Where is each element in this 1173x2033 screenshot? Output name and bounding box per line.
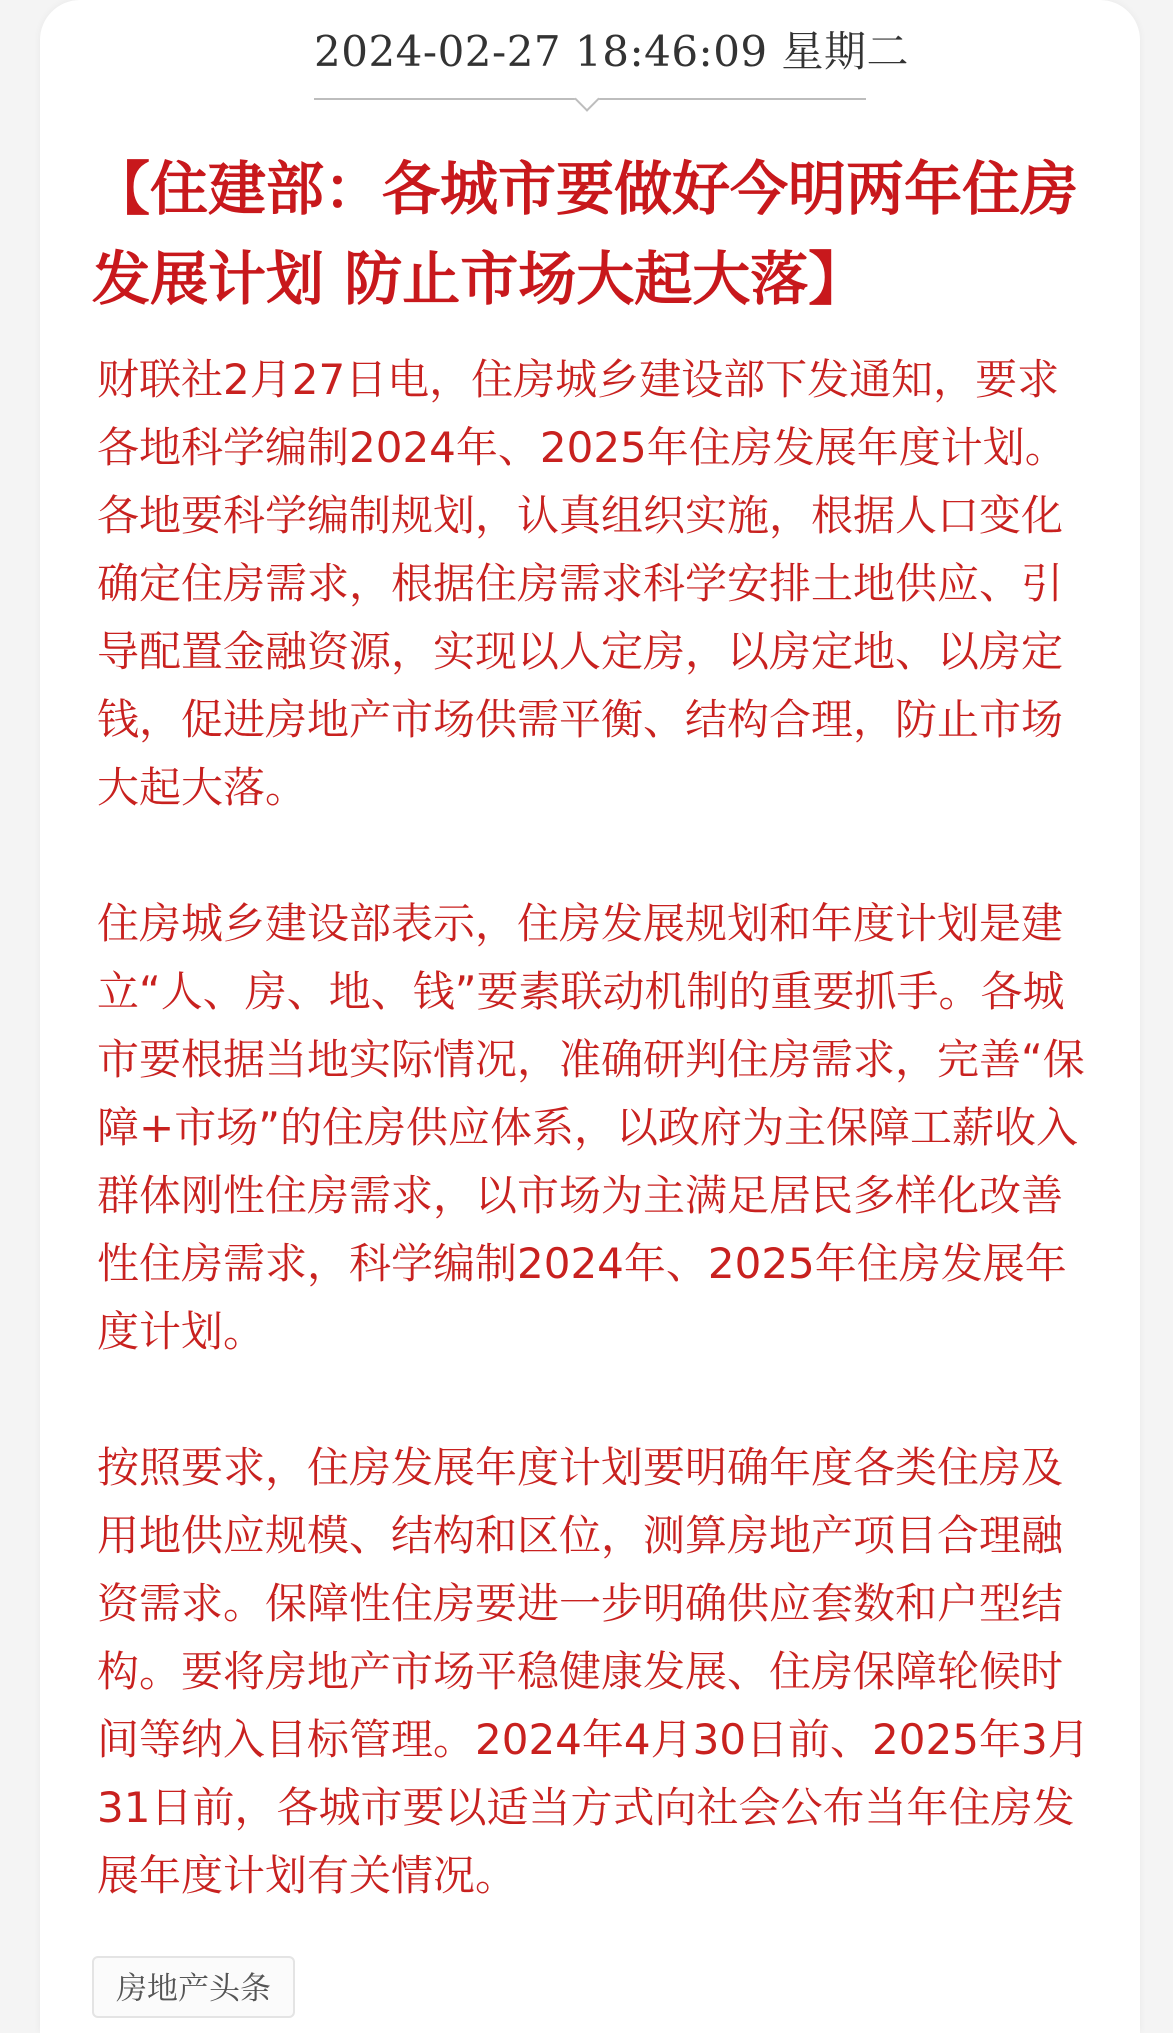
topic-tag[interactable]: 房地产头条	[92, 1956, 295, 2018]
article-paragraph: 住房城乡建设部表示，住房发展规划和年度计划是建立“人、房、地、钱”要素联动机制的重要抓手。各城市要根据当地实际情况，准确研判住房需求，完善“保障+市场”的住房供应体系，以政府为主保障工薪收入群体刚性住房需求，以市场为主满足居民多样化改善性住房需求，科学编制2024年、2025年住房发展年度计划。	[97, 899, 1085, 1356]
timestamp: 2024-02-27 18:46:09 星期二	[314, 27, 909, 76]
article-body	[97, 346, 1092, 1910]
article-paragraph: 按照要求，住房发展年度计划要明确年度各类住房及用地供应规模、结构和区位，测算房地产项目合理融资需求。保障性住房要进一步明确供应套数和户型结构。要将房地产市场平稳健康发展、住房保障轮候时间等纳入目标管理。2024年4月30日前、2025年3月31日前，各城市要以适当方式向社会公布当年住房发展年度计划有关情况。	[97, 1443, 1090, 1900]
article-headline: 【住建部：各城市要做好今明两年住房发展计划 防止市场大起大落】	[92, 155, 1079, 313]
timestamp-header	[314, 22, 909, 104]
article-paragraph: 财联社2月27日电，住房城乡建设部下发通知，要求各地科学编制2024年、2025年住房发展年度计划。各地要科学编制规划，认真组织实施，根据人口变化确定住房需求，根据住房需求科学安排土地供应、引导配置金融资源，实现以人定房，以房定地、以房定钱，促进房地产市场供需平衡、结构合理，防止市场大起大落。	[97, 355, 1067, 812]
